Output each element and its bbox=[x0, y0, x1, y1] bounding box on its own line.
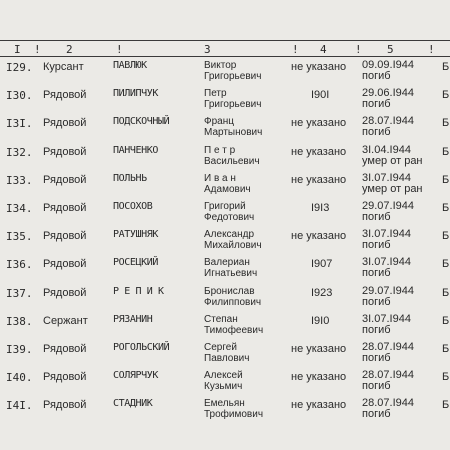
surname: СТАДНИК bbox=[113, 398, 153, 410]
rank: Курсант bbox=[43, 61, 84, 73]
first-name: П е т р bbox=[204, 144, 236, 156]
birth-year: I90I bbox=[311, 89, 330, 102]
burial-column-initial: Б bbox=[442, 371, 450, 384]
record-number: I29. bbox=[6, 61, 33, 74]
rank: Рядовой bbox=[43, 258, 87, 271]
burial-column-initial: Б bbox=[442, 399, 450, 412]
death-note: погиб bbox=[362, 126, 391, 139]
header-col-1: I bbox=[14, 43, 21, 56]
table-row bbox=[0, 114, 450, 142]
burial-column-initial: Б bbox=[442, 117, 450, 130]
first-name: Алексей bbox=[204, 370, 243, 382]
table-row bbox=[0, 368, 450, 396]
burial-column-initial: Б bbox=[442, 202, 450, 214]
rank: Рядовой bbox=[43, 173, 87, 186]
first-name: Григорий bbox=[204, 201, 246, 212]
name-patronymic bbox=[204, 145, 260, 167]
patronymic: Павлович bbox=[204, 353, 250, 364]
burial-column-initial: Б bbox=[442, 286, 450, 299]
death-date-note bbox=[362, 116, 414, 138]
death-date: 28.07.I944 bbox=[362, 397, 414, 410]
death-note: погиб bbox=[362, 211, 391, 223]
death-date: 28.07.I944 bbox=[362, 369, 414, 382]
name-patronymic bbox=[204, 398, 263, 420]
surname: СОЛЯРЧУК bbox=[113, 370, 158, 382]
table-header bbox=[0, 43, 450, 57]
surname: ПОСОХОВ bbox=[113, 201, 153, 212]
header-col-4: 4 bbox=[320, 43, 327, 56]
first-name: Валериан bbox=[204, 257, 250, 269]
death-note: погиб bbox=[362, 323, 391, 336]
death-date-note bbox=[362, 60, 414, 82]
header-sep: ! bbox=[428, 43, 435, 56]
table-row bbox=[0, 199, 450, 227]
record-number: I34. bbox=[6, 202, 33, 215]
death-date: 3I.07.I944 bbox=[362, 228, 411, 241]
first-name: Емельян bbox=[204, 398, 245, 410]
name-patronymic bbox=[204, 257, 257, 279]
record-number: I40. bbox=[6, 371, 33, 385]
rank: Рядовой bbox=[43, 202, 87, 214]
name-patronymic bbox=[204, 116, 262, 138]
death-date-note bbox=[362, 257, 411, 279]
surname: РЯЗАНИН bbox=[113, 313, 153, 325]
death-note: погиб bbox=[362, 380, 391, 393]
death-note: погиб bbox=[362, 352, 391, 364]
rank: Рядовой bbox=[43, 145, 87, 158]
burial-column-initial: Б bbox=[442, 173, 450, 186]
death-date-note bbox=[362, 370, 414, 392]
death-note: погиб bbox=[362, 98, 391, 111]
header-sep: ! bbox=[355, 43, 362, 56]
rank: Рядовой bbox=[43, 117, 87, 130]
header-bottom-rule bbox=[0, 56, 450, 57]
first-name: Сергей bbox=[204, 342, 237, 353]
patronymic: Григорьевич bbox=[204, 99, 262, 111]
death-date-note bbox=[362, 398, 414, 420]
death-date: 29.07.I944 bbox=[362, 284, 414, 297]
patronymic: Федотович bbox=[204, 212, 255, 223]
header-top-rule bbox=[0, 40, 450, 41]
surname: ПАВЛЮК bbox=[113, 60, 147, 71]
table-row bbox=[0, 171, 450, 199]
surname: ПАНЧЕНКО bbox=[113, 144, 158, 156]
table-row bbox=[0, 86, 450, 114]
record-number: I39. bbox=[6, 343, 33, 356]
record-number: I4I. bbox=[6, 399, 33, 413]
birth-year: не указано bbox=[291, 399, 347, 412]
surname: РОСЕЦКИЙ bbox=[113, 257, 158, 269]
first-name: Бронислав bbox=[204, 285, 255, 297]
first-name: Степан bbox=[204, 313, 238, 325]
birth-year: не указано bbox=[291, 343, 347, 355]
burial-column-initial: Б bbox=[442, 61, 450, 73]
birth-year: не указано bbox=[291, 371, 347, 384]
table-row bbox=[0, 312, 450, 340]
death-date: 3I.07.I944 bbox=[362, 171, 411, 184]
patronymic: Филиппович bbox=[204, 296, 262, 308]
record-number: I35. bbox=[6, 230, 33, 244]
first-name: Александр bbox=[204, 229, 255, 241]
surname: РОГОЛЬСКИЙ bbox=[113, 342, 170, 353]
surname: ПИЛИПЧУК bbox=[113, 88, 158, 100]
rank: Рядовой bbox=[43, 89, 87, 102]
surname: ПОДСКОЧНЫЙ bbox=[113, 116, 170, 128]
surname: ПОЛЬНЬ bbox=[113, 172, 147, 184]
table-row bbox=[0, 143, 450, 171]
table-row bbox=[0, 227, 450, 255]
name-patronymic bbox=[204, 88, 261, 110]
header-sep: ! bbox=[34, 43, 41, 56]
first-name: Виктор bbox=[204, 60, 237, 71]
rank: Рядовой bbox=[43, 399, 87, 412]
record-number: I30. bbox=[6, 89, 33, 103]
patronymic: Мартынович bbox=[204, 127, 263, 139]
name-patronymic bbox=[204, 342, 249, 364]
name-patronymic bbox=[204, 314, 263, 336]
first-name: Франц bbox=[204, 116, 234, 128]
death-note: погиб bbox=[362, 239, 391, 252]
patronymic: Михайлович bbox=[204, 240, 262, 252]
name-patronymic bbox=[204, 229, 262, 251]
death-date: 3I.07.I944 bbox=[362, 256, 411, 269]
birth-year: не указано bbox=[291, 61, 347, 73]
first-name: Петр bbox=[204, 88, 227, 100]
header-sep: ! bbox=[116, 43, 123, 56]
death-date: 28.07.I944 bbox=[362, 115, 414, 128]
birth-year: не указано bbox=[291, 230, 347, 243]
death-note: умер от ран bbox=[362, 154, 423, 167]
death-date: 28.07.I944 bbox=[362, 341, 414, 353]
table-row bbox=[0, 396, 450, 424]
table-row bbox=[0, 58, 450, 86]
patronymic: Григорьевич bbox=[204, 71, 262, 82]
record-number: I38. bbox=[6, 314, 33, 328]
header-sep: ! bbox=[292, 43, 299, 56]
death-date-note bbox=[362, 88, 414, 110]
death-date-note bbox=[362, 314, 411, 336]
burial-column-initial: Б bbox=[442, 258, 450, 271]
header-col-2: 2 bbox=[66, 43, 73, 56]
death-date: 29.07.I944 bbox=[362, 200, 414, 212]
record-number: I3I. bbox=[6, 117, 33, 131]
record-number: I37. bbox=[6, 286, 33, 300]
burial-column-initial: Б bbox=[442, 230, 450, 243]
table-row bbox=[0, 255, 450, 283]
name-patronymic bbox=[204, 201, 254, 223]
death-date: 3I.04.I944 bbox=[362, 143, 411, 156]
rank: Рядовой bbox=[43, 230, 87, 243]
patronymic: Тимофеевич bbox=[204, 324, 264, 336]
first-name: И в а н bbox=[204, 172, 236, 184]
surname: Р Е П И К bbox=[113, 285, 164, 297]
birth-year: I907 bbox=[311, 258, 333, 271]
death-note: умер от ран bbox=[362, 182, 423, 195]
death-note: погиб bbox=[362, 267, 391, 280]
patronymic: Адамович bbox=[204, 183, 251, 195]
patronymic: Кузьмич bbox=[204, 381, 243, 393]
birth-year: I923 bbox=[311, 286, 333, 299]
death-date-note bbox=[362, 342, 414, 364]
record-number: I33. bbox=[6, 173, 33, 187]
patronymic: Трофимович bbox=[204, 409, 264, 421]
rank: Сержант bbox=[43, 314, 88, 327]
burial-column-initial: Б bbox=[442, 343, 450, 355]
birth-year: не указано bbox=[291, 145, 347, 158]
name-patronymic bbox=[204, 60, 261, 82]
name-patronymic bbox=[204, 173, 251, 195]
patronymic: Васильевич bbox=[204, 155, 260, 167]
header-col-3: 3 bbox=[204, 43, 211, 56]
name-patronymic bbox=[204, 370, 243, 392]
record-number: I32. bbox=[6, 145, 33, 159]
burial-column-initial: Б bbox=[442, 314, 450, 327]
death-date: 29.06.I944 bbox=[362, 87, 414, 100]
death-date: 09.09.I944 bbox=[362, 59, 414, 71]
patronymic: Игнатьевич bbox=[204, 268, 258, 280]
header-col-5: 5 bbox=[387, 43, 394, 56]
record-number: I36. bbox=[6, 258, 33, 272]
death-date-note bbox=[362, 173, 423, 195]
death-date-note bbox=[362, 145, 423, 167]
death-note: погиб bbox=[362, 295, 391, 308]
name-patronymic bbox=[204, 286, 261, 308]
birth-year: не указано bbox=[291, 117, 347, 130]
burial-column-initial: Б bbox=[442, 145, 450, 158]
burial-column-initial: Б bbox=[442, 89, 450, 102]
death-note: погиб bbox=[362, 70, 391, 82]
death-date-note bbox=[362, 201, 414, 223]
rank: Рядовой bbox=[43, 286, 87, 299]
birth-year: I9I3 bbox=[311, 202, 330, 214]
death-date: 3I.07.I944 bbox=[362, 312, 411, 325]
table-row bbox=[0, 284, 450, 312]
death-date-note bbox=[362, 286, 414, 308]
surname: РАТУШНЯК bbox=[113, 229, 158, 241]
birth-year: I9I0 bbox=[311, 314, 330, 327]
rank: Рядовой bbox=[43, 371, 87, 384]
birth-year: не указано bbox=[291, 173, 347, 186]
table-row bbox=[0, 340, 450, 368]
death-note: погиб bbox=[362, 408, 391, 421]
death-date-note bbox=[362, 229, 411, 251]
rank: Рядовой bbox=[43, 343, 87, 355]
